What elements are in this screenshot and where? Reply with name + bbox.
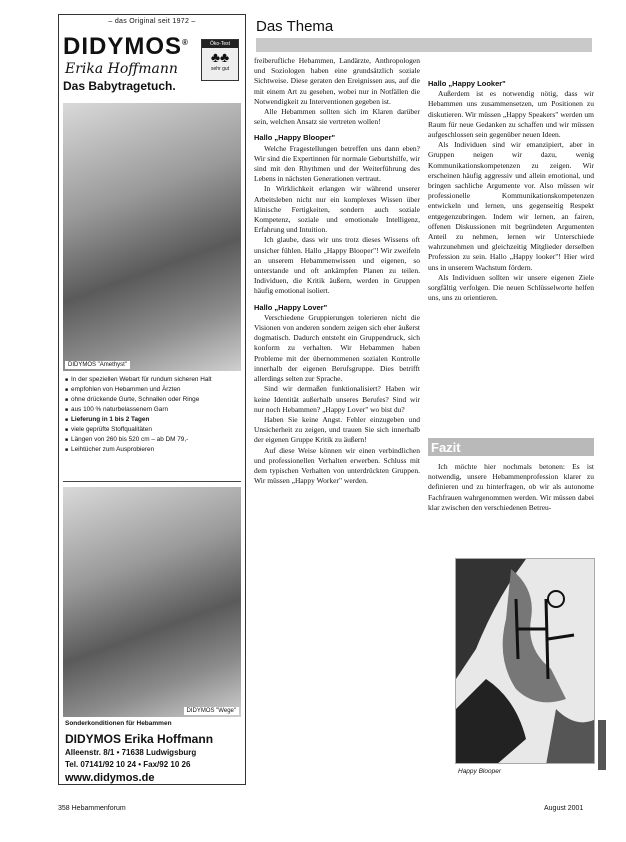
ad-company-name: DIDYMOS Erika Hoffmann xyxy=(65,732,214,746)
header-bar xyxy=(256,38,592,52)
subheading: Hallo „Happy Blooper" xyxy=(254,133,336,143)
artwork-drawing xyxy=(456,559,595,764)
paragraph: Als Individuen sollten wir unsere eigenen Ziele sorgfältig verfolgen. Die neuen Schlüsselworte helfen uns, uns zu orientieren. xyxy=(428,272,594,303)
paragraph: In Wirklichkeit erlangen wir während unserer Arbeitsleben nicht nur ein komplexes Wissen über klinische Fertigkeiten, sondern auch soziale Kompetenz, soziale und emotionale Intelligenz, Erfahrung und Intuition. xyxy=(254,184,420,235)
ad-brand-name: DIDYMOS xyxy=(63,33,183,60)
paragraph: Alle Hebammen sollten sich im Klaren darüber sein, welchen Ansatz sie vertreten wollen! xyxy=(254,107,420,127)
ad-badge-top: Öko-Test xyxy=(202,40,238,48)
ad-registered-mark: ® xyxy=(182,38,189,47)
paragraph: Ich glaube, dass wir uns trotz dieses Wissens oft unsicher fühlen. Hallo „Happy Blooper"! Wir zweifeln an unserem Hebammenwissen und eigenen, so unterstande und oft ankämpfen Planen zu teilen. Individuen, die Kritik äußern, werden in Gruppen häufig emotional isoliert. xyxy=(254,235,420,296)
ad-badge-bottom: sehr gut xyxy=(210,66,230,72)
ad-feature-item: ■ aus 100 % naturbelassenem Garn xyxy=(65,405,243,415)
fazit-heading: Fazit xyxy=(431,440,461,455)
fazit-column xyxy=(428,462,594,513)
ad-website: www.didymos.de xyxy=(65,772,155,784)
happy-blooper-artwork xyxy=(455,558,595,764)
ad-brand-logo xyxy=(63,33,189,61)
clover-icon: ♣♣ xyxy=(210,49,230,65)
paragraph: freiberufliche Hebammen, Landärzte, Anthropologen und Soziologen haben eine grundsätzlich soziale Sichtweise. Diese geraten den Ereignissen aus, auf die mit einem Art zu gesehen, wobei nur in Notfällen die Notwendigkeit zu Interventionen gegeben ist. xyxy=(254,56,420,106)
subheading: Hallo „Happy Lover" xyxy=(254,302,328,312)
ad-divider xyxy=(63,481,241,482)
paragraph: Haben Sie keine Angst. Fehler einzugeben und Unsicherheit zu zeigen, und trauen Sie sich innerhalb der eigenen Gruppe Kritik zu äußern! xyxy=(254,414,420,445)
ad-test-badge xyxy=(201,39,239,81)
ad-origin-line: – das Original seit 1972 – xyxy=(108,18,196,25)
artwork-caption: Happy Blooper xyxy=(458,768,501,775)
paragraph: Sind wir dermaßen funktionalisiert? Haben wir keine Identität außerhalb unseres Berufes? Sind wir nur noch Hebammen? „Happy Lover" wo bist du? xyxy=(254,384,420,414)
ad-photo-mother-baby-2 xyxy=(63,487,241,717)
ad-feature-list xyxy=(65,375,243,455)
paragraph: Außerdem ist es notwendig nötig, dass wir Hebammen uns zusammensetzen, um Positionen zu diskutieren. Wir müssen „Happy Speakers" werden um Raum für neue Gedanken zu schaffen und wir müssen aufgeschlossen sein gegenüber neuen Ideen. xyxy=(428,89,594,140)
ad-feature-item: ■ Lieferung in 1 bis 2 Tagen xyxy=(65,415,243,425)
footer-page-info: 358 Hebammenforum xyxy=(58,805,126,812)
ad-feature-item: ■ Leihtücher zum Ausprobieren xyxy=(65,445,243,455)
ad-tagline: Das Babytragetuch. xyxy=(63,79,176,93)
ad-feature-item: ■ ohne drückende Gurte, Schnallen oder Ringe xyxy=(65,395,243,405)
subheading: Hallo „Happy Looker" xyxy=(428,79,506,88)
paragraph: Welche Fragestellungen betreffen uns dann eben? Wir sind die Expertinnen für normale Geburtshilfe, wir sind mit den Rhythmen und der Weiterführung des Lebens in nächsten Generationen vertraut. xyxy=(254,143,420,184)
ad-phone: Tel. 07141/92 10 24 • Fax/92 10 26 xyxy=(65,760,191,769)
ad-photo1-caption: DIDYMOS "Amethyst" xyxy=(65,361,130,369)
paragraph: Auf diese Weise können wir einen verbindlichen und professionellen Verhalten erwerben. Schluss mit dem typischen Verhalten von unterdrückten Gruppen. Wir müssen „Happy Worker" werden. xyxy=(254,445,420,486)
paragraph: Als Individuen sind wir emanzipiert, aber in Gruppen neigen wir dazu, wenig Kommunikationskompetenzen zu zeigen. Wir erscheinen häufig aggressiv und allein emotional, und bringen sachliche Argumente vor. Also müssen wir professionelle Kommunikationskompetenzen entwickeln und lernen, uns gegenseitig Respekt entgegenzubringen. Indem wir lernen, an fairen, offenen Diskussionen mit begründeten Argumenten Anteil zu nehmen, lernen wir Unterschiede wahrzunehmen und gleichzeitig Mitglieder derselben Profession zu sein. Hallo „Happy looker"! Hier wird uns in unserem Wachstum fördern. xyxy=(428,140,594,272)
ad-photo2-caption: DIDYMOS "Wege" xyxy=(184,707,240,715)
ad-script-name: Erika Hoffmann xyxy=(65,61,178,77)
article-column-2 xyxy=(428,79,594,303)
ad-special-offer: Sonderkonditionen für Hebammen xyxy=(65,720,172,727)
photo-credit-strip xyxy=(598,720,606,770)
article-column-1 xyxy=(254,56,420,486)
ad-photo-mother-baby-1 xyxy=(63,103,241,371)
section-title: Das Thema xyxy=(256,18,334,35)
ad-feature-item: ■ Längen von 260 bis 520 cm – ab DM 79,- xyxy=(65,435,243,445)
paragraph: Ich möchte hier nochmals betonen: Es ist notwendig, unsere Hebammenprofession klarer zu definieren und zu hinterfragen, ob wir als autonome Fachfrauen wahrgenommen werden. Wir müssen dabei klar zwischen den verschiedenen Betreu- xyxy=(428,462,594,512)
footer-date: August 2001 xyxy=(544,805,584,812)
ad-feature-item: ■ empfohlen von Hebammen und Ärzten xyxy=(65,385,243,395)
ad-feature-item: ■ viele geprüfte Stoffqualitäten xyxy=(65,425,243,435)
ad-feature-item: ■ In der speziellen Webart für rundum sicheren Halt xyxy=(65,375,243,385)
paragraph: Verschiedene Gruppierungen tolerieren nicht die Visionen von anderen sondern zeigen sich eher äußerst dogmatisch. Dadurch entsteht ein Gruppendruck, sich konform zu verhalten. Wir Hebammen haben Probleme mit der übernommenen sozialen Kontrolle innerhalb der eigenen Berufsgruppe. Dies betrifft allerdings selten zur Sprache. xyxy=(254,312,420,384)
didymos-advertisement xyxy=(58,14,246,785)
ad-address: Alleenstr. 8/1 • 71638 Ludwigsburg xyxy=(65,748,197,757)
